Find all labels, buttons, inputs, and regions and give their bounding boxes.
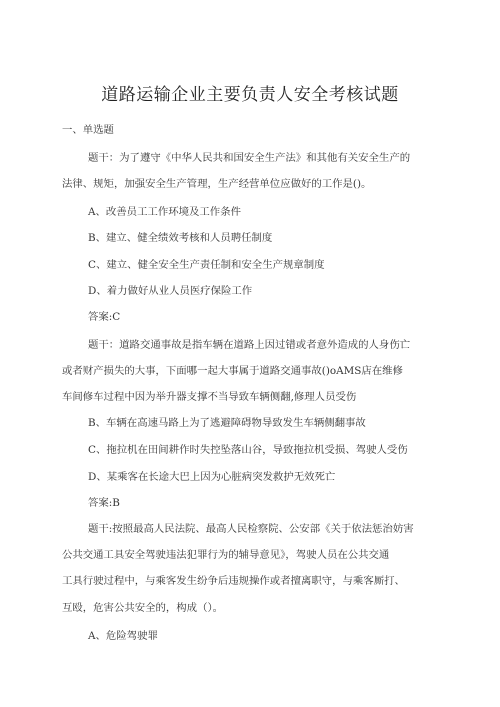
question-1-stem-line-2: 法律、规矩，加强安全生产管理，生产经营单位应做好的工作是()。 bbox=[62, 178, 372, 190]
question-1-answer: 答案:C bbox=[88, 311, 121, 323]
question-2-stem-line-3: 车间修车过程中因为举升器支撑不当导致车辆侧翻,修理人员受伤 bbox=[62, 391, 357, 403]
question-2-option-b: B、车辆在高速马路上为了逃避障碍物导致发生车辆侧翻事故 bbox=[88, 417, 366, 429]
document-title: 道路运输企业主要负责人安全考核试题 bbox=[101, 85, 399, 105]
question-1-option-b: B、建立、健全绩效考核和人员聘任制度 bbox=[88, 232, 273, 244]
question-2-stem-line-1: 题干：道路交通事故是指车辆在道路上因过错或者意外造成的人身伤亡 bbox=[88, 339, 411, 351]
question-3-stem-line-3: 工具行驶过程中，与乘客发生纷争后违规操作或者擅离职守，与乘客厮打、 bbox=[62, 575, 405, 587]
question-1-option-d: D、着力做好从业人员医疗保险工作 bbox=[88, 285, 253, 297]
question-2-option-d: D、某乘客在长途大巴上因为心脏病突发救护无效死亡 bbox=[88, 471, 336, 483]
question-1-option-a: A、改善员工工作环境及工作条件 bbox=[88, 206, 241, 218]
question-1-option-c: C、建立、健全安全生产责任制和安全生产规章制度 bbox=[88, 259, 325, 271]
question-3-stem-line-2: 公共交通工具安全驾驶违法犯罪行为的辅导意见》，驾驶人员在公共交通 bbox=[62, 549, 390, 561]
question-3-option-a: A、危险驾驶罪 bbox=[88, 630, 158, 642]
question-1-stem-line-1: 题干：为了遵守《中华人民共和国安全生产法》和其他有关安全生产的 bbox=[88, 152, 411, 164]
question-2-answer: 答案:B bbox=[88, 497, 120, 509]
question-3-stem-line-4: 互殴，危害公共安全的，构成（）。 bbox=[62, 602, 224, 614]
question-2-option-c: C、拖拉机在田间耕作时失控坠落山谷，导致拖拉机受损、驾驶人受伤 bbox=[88, 444, 408, 456]
question-3-stem-line-1: 题干:按照最高人民法院、最高人民检察院、公安部《关于依法惩治妨害 bbox=[88, 523, 414, 535]
section-heading: 一、单选题 bbox=[62, 124, 114, 136]
question-2-stem-line-2: 或者财产损失的大事，下面哪一起大事属于道路交通事故()oAMS店在维修 bbox=[62, 365, 403, 377]
